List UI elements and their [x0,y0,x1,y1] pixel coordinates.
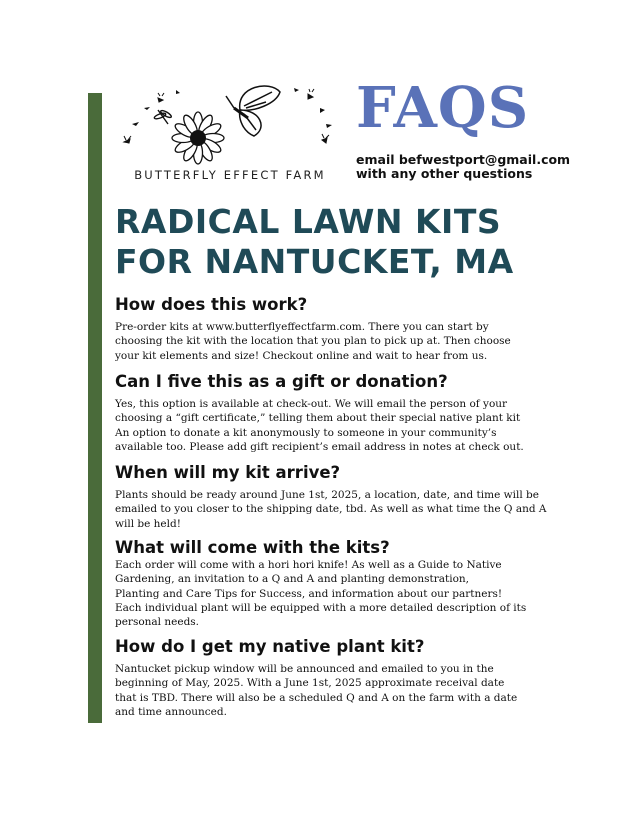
answer-line: available too. Please add gift recipient’s email address in notes at check out. [115,440,524,453]
answer-line: Each individual plant will be equipped with a more detailed description of its [115,601,527,614]
contact-note [356,153,570,181]
page-heading: FAQS [356,75,530,141]
contact-note-line: with any other questions [356,166,533,181]
answer-line: personal needs. [115,616,200,629]
answer-line: choosing the kit with the location that you plan to pick up at. Then choose [115,335,511,348]
document-title [115,202,615,282]
answer-line: emailed to you closer to the shipping date, tbd. As well as what time the Q and A [115,503,547,516]
answer-line: An option to donate a kit anonymously to someone in your community’s [115,426,497,439]
answer-line: Each order will come with a hori hori knife! As well as a Guide to Native [115,559,502,571]
answer-line: and time announced. [115,705,227,718]
answer-line: will be held! [115,517,181,530]
farm-logo [110,80,350,190]
faq-answer [115,488,547,531]
answer-line: choosing a “gift certificate,” telling them about their special native plant kit [115,412,521,425]
answer-line: your kit elements and size! Checkout online and wait to hear from us. [115,349,488,362]
faq-question: How do I get my native plant kit? [115,637,425,656]
farm-name: BUTTERFLY EFFECT FARM [134,168,326,182]
contact-email-line[interactable]: email befwestport@gmail.com [356,152,571,167]
answer-line: Gardening, an invitation to a Q and A and planting demonstration, [115,573,470,586]
answer-line: Pre-order kits at www.butterflyeffectfarm.com. There you can start by [115,321,489,333]
faq-answer [115,662,518,719]
answer-line: Plants should be ready around June 1st, 2025, a location, date, and time will be [115,489,539,501]
answer-line: beginning of May, 2025. With a June 1st, 2025 approximate receival date [115,677,505,690]
accent-bar [88,93,102,723]
butterfly-flower-logo-icon [110,80,350,170]
faq-question: When will my kit arrive? [115,463,341,482]
faq-answer [115,558,527,629]
faq-question: How does this work? [115,295,308,314]
faq-answer [115,320,510,363]
answer-line: Yes, this option is available at check-out. We will email the person of your [115,398,508,410]
answer-line: Nantucket pickup window will be announced and emailed to you in the [115,663,494,675]
answer-line: that is TBD. There will also be a scheduled Q and A on the farm with a date [115,691,518,704]
title-line: RADICAL LAWN KITS [115,202,502,241]
title-line: FOR NANTUCKET, MA [115,242,514,281]
faq-question: What will come with the kits? [115,538,390,557]
faq-question: Can I five this as a gift or donation? [115,372,448,391]
faq-answer [115,397,524,454]
answer-line: Planting and Care Tips for Success, and information about our partners! [115,587,503,600]
